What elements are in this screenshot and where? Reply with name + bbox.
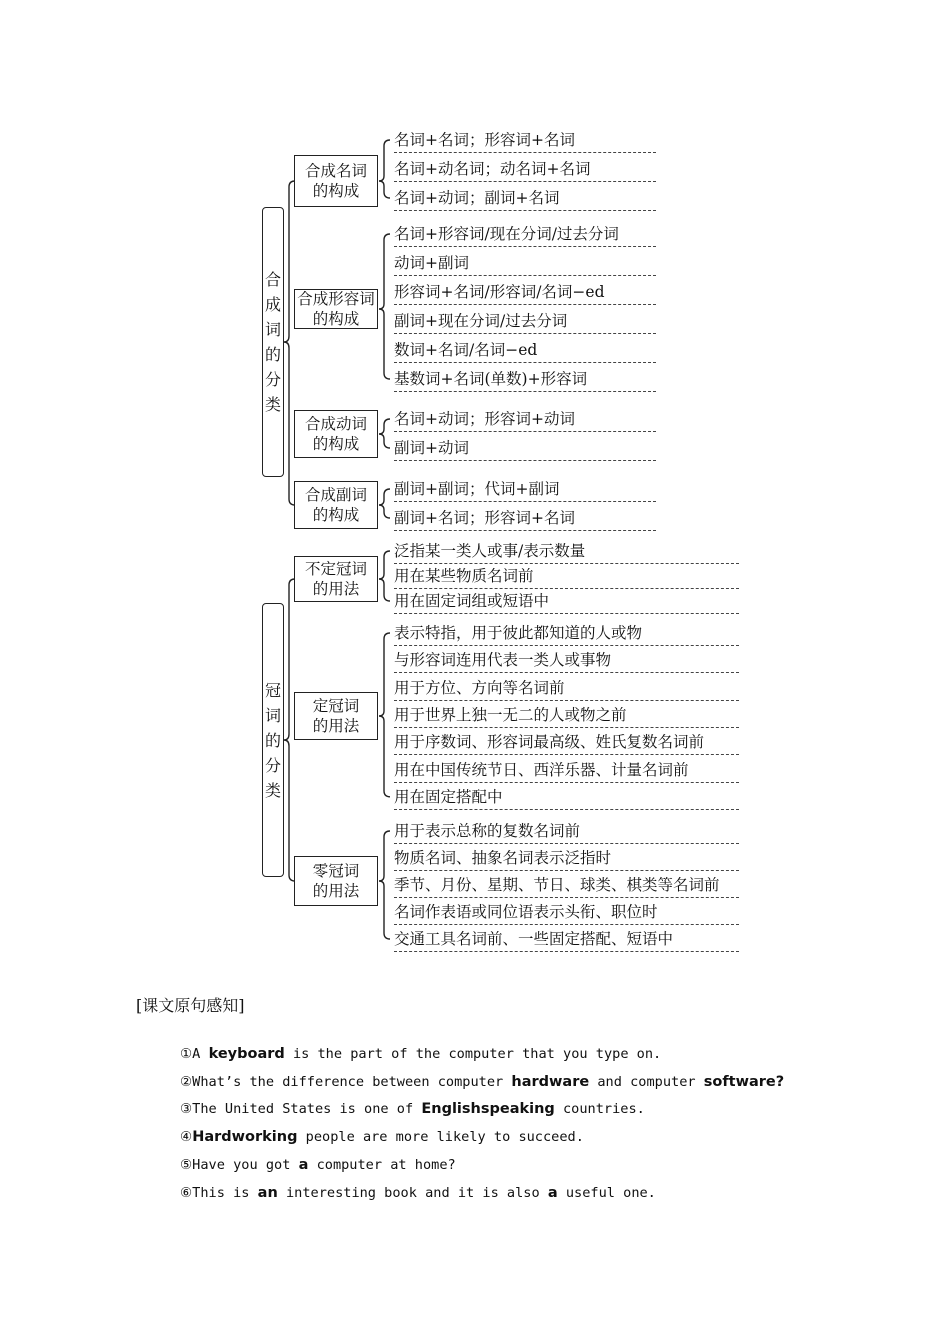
rule-item: 交通工具名词前、一些固定搭配、短语中: [394, 926, 739, 952]
category-char: 类: [264, 395, 281, 414]
rule-item: 季节、月份、星期、节日、球类、棋类等名词前: [394, 872, 739, 898]
sentence-text: countries.: [554, 1101, 645, 1118]
rule-item: 物质名词、抽象名词表示泛指时: [394, 845, 739, 871]
rule-item: 副词+现在分词/过去分词: [394, 308, 656, 334]
category-box: [262, 207, 284, 477]
keyword: an: [257, 1184, 278, 1201]
keyword: Hardworking: [192, 1129, 298, 1146]
sentence-text: ②What’s the difference between computer: [180, 1073, 512, 1090]
group-label: 的用法: [312, 882, 360, 900]
keyword: Englishspeaking: [421, 1101, 555, 1118]
category-char: 分: [264, 370, 281, 389]
group-label: 的构成: [312, 182, 360, 200]
group-box: [294, 692, 378, 740]
group-label: 零冠词: [312, 862, 360, 880]
category-box: [262, 603, 284, 877]
example-sentence: [180, 1074, 784, 1090]
category-char: 分: [264, 755, 281, 775]
rule-item: 与形容词连用代表一类人或事物: [394, 647, 739, 673]
group-box: [294, 556, 378, 602]
example-sentence: [180, 1157, 456, 1173]
group-label: 的构成: [312, 435, 360, 453]
category-char: 词: [264, 320, 281, 339]
category-char: 的: [264, 345, 281, 364]
sentence-text: useful one.: [557, 1184, 656, 1201]
group-label: 的用法: [312, 717, 360, 735]
rule-item: 用于序数词、形容词最高级、姓氏复数名词前: [394, 729, 739, 755]
group-box: [294, 155, 378, 207]
group-label: 的构成: [312, 506, 360, 524]
rule-item: 用于世界上独一无二的人或物之前: [394, 702, 739, 728]
section-title: [课文原句感知]: [136, 996, 245, 1015]
group-label: 合成形容词: [297, 290, 375, 308]
rule-item: 形容词+名词/形容词/名词−ed: [394, 279, 656, 305]
group-label: 的用法: [312, 580, 360, 598]
rule-item: 名词+动名词；动名词+名词: [394, 156, 656, 182]
sentence-text: people are more likely to succeed.: [297, 1129, 584, 1146]
category-char: 词: [264, 705, 281, 725]
rule-item: 用于表示总称的复数名词前: [394, 818, 739, 844]
category-char: 成: [264, 295, 281, 314]
rule-item: 动词+副词: [394, 250, 656, 276]
rule-item: 用于方位、方向等名词前: [394, 675, 739, 701]
rule-item: 基数词+名词(单数)+形容词: [394, 366, 656, 392]
group-box: [294, 289, 378, 329]
sentence-text: ⑤Have you got: [180, 1156, 299, 1173]
rule-item: 副词+副词；代词+副词: [394, 476, 656, 502]
rule-item: 副词+名词；形容词+名词: [394, 505, 656, 531]
sentence-text: ③The United States is one of: [180, 1101, 422, 1118]
category-char: 的: [264, 730, 281, 750]
rule-item: 名词作表语或同位语表示头衔、职位时: [394, 899, 739, 925]
rule-item: 用在中国传统节日、西洋乐器、计量名词前: [394, 757, 739, 783]
keyword: hardware: [511, 1073, 590, 1090]
group-label: 定冠词: [312, 697, 360, 715]
rule-item: 副词+动词: [394, 435, 656, 461]
rule-item: 数词+名词/名词−ed: [394, 337, 656, 363]
group-label: 的构成: [312, 310, 360, 328]
rule-item: 名词+名词；形容词+名词: [394, 127, 656, 153]
rule-item: 用在固定词组或短语中: [394, 588, 739, 614]
example-sentence: [180, 1046, 661, 1062]
sentence-text: ①A: [180, 1046, 209, 1062]
rule-item: 名词+形容词/现在分词/过去分词: [394, 221, 656, 247]
rule-item: 泛指某一类人或事/表示数量: [394, 538, 739, 564]
keyword: software?: [703, 1073, 785, 1090]
category-char: 合: [264, 270, 281, 289]
example-sentence: [180, 1185, 656, 1201]
group-box: [294, 856, 378, 906]
group-label: 不定冠词: [304, 560, 367, 578]
keyword: a: [298, 1156, 309, 1173]
sentence-text: and computer: [589, 1073, 704, 1090]
category-char: 冠: [264, 680, 281, 700]
category-char: 类: [264, 780, 281, 800]
rule-item: 用在某些物质名词前: [394, 563, 739, 589]
rule-item: 用在固定搭配中: [394, 784, 739, 810]
sentence-text: ⑥This is: [180, 1184, 258, 1201]
sentence-text: interesting book and it is also: [277, 1184, 548, 1201]
group-label: 合成副词: [304, 486, 367, 504]
sentence-text: ④: [180, 1129, 193, 1146]
example-sentence: [180, 1101, 645, 1117]
sentence-text: computer at home?: [308, 1156, 456, 1173]
group-box: [294, 481, 378, 529]
rule-item: 名词+动词；副词+名词: [394, 185, 656, 211]
keyword: a: [547, 1184, 558, 1201]
rule-item: 表示特指，用于彼此都知道的人或物: [394, 620, 739, 646]
sentence-text: is the part of the computer that you type on.: [284, 1046, 662, 1062]
rule-item: 名词+动词；形容词+动词: [394, 406, 656, 432]
group-label: 合成动词: [304, 415, 367, 433]
example-sentence: [180, 1129, 584, 1145]
group-box: [294, 410, 378, 458]
keyword: keyboard: [208, 1046, 285, 1062]
group-label: 合成名词: [304, 162, 367, 180]
